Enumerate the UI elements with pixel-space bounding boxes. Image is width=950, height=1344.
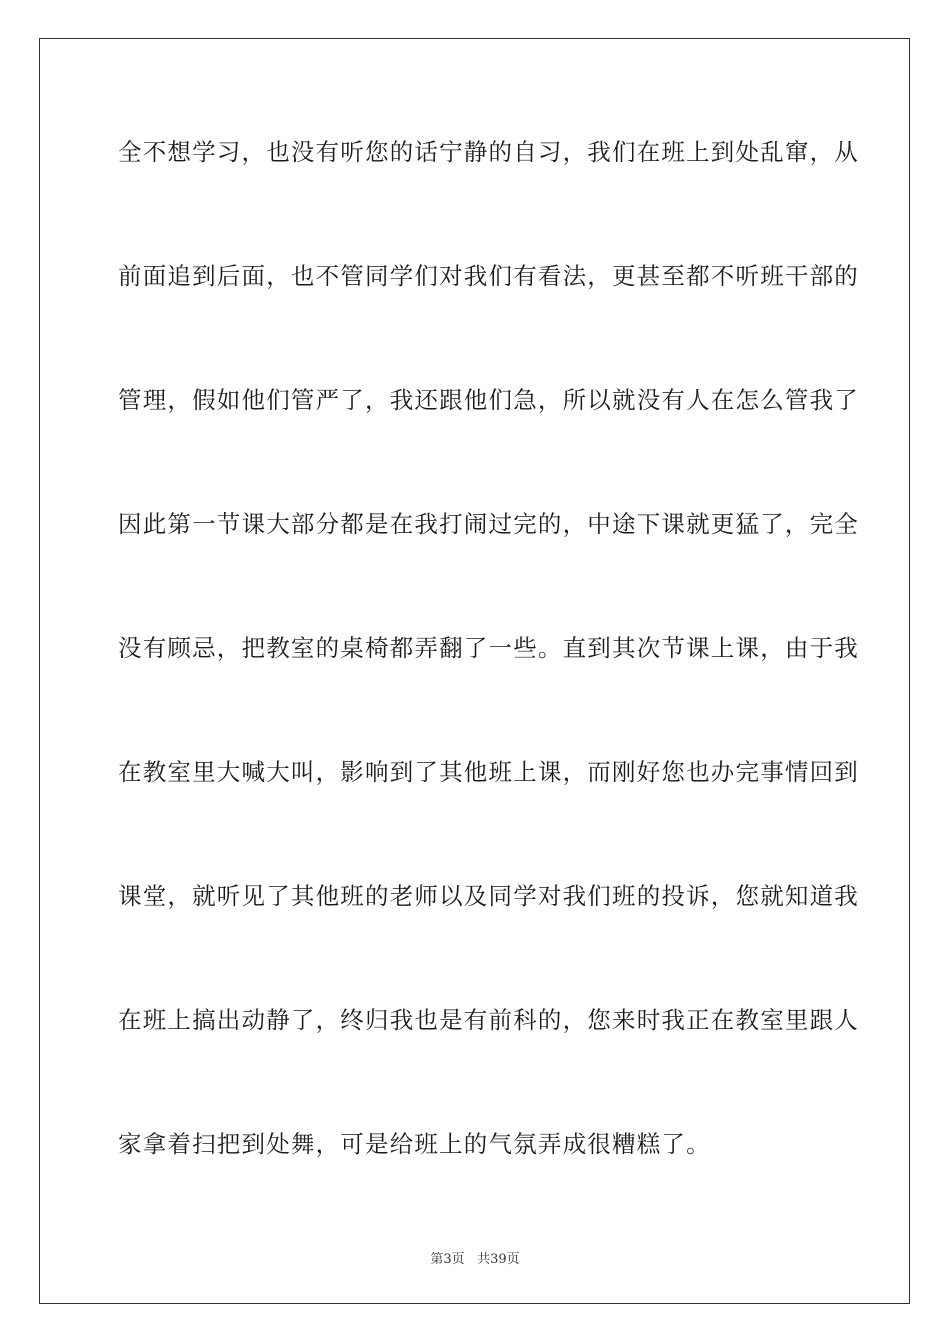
page-number: 第3页 <box>430 1252 465 1267</box>
text-line-8: 在班上搞出动静了，终归我也是有前科的，您来时我正在教室里跟人 <box>118 1006 859 1034</box>
text-line-4: 因此第一节课大部分都是在我打闹过完的，中途下课就更猛了，完全 <box>118 510 859 538</box>
text-line-6: 在教室里大喊大叫，影响到了其他班上课，而刚好您也办完事情回到 <box>118 758 859 786</box>
text-line-3: 管理，假如他们管严了，我还跟他们急，所以就没有人在怎么管我了 <box>118 386 859 414</box>
document-body <box>118 123 859 1239</box>
text-line-1: 全不想学习，也没有听您的话宁静的自习，我们在班上到处乱窜，从 <box>118 138 859 166</box>
page-total: 共39页 <box>477 1252 520 1267</box>
page-footer <box>0 1248 950 1267</box>
text-line-7: 课堂，就听见了其他班的老师以及同学对我们班的投诉，您就知道我 <box>118 882 859 910</box>
text-line-2: 前面追到后面，也不管同学们对我们有看法，更甚至都不听班干部的 <box>118 262 859 290</box>
text-line-9: 家拿着扫把到处舞，可是给班上的气氛弄成很糟糕了。 <box>118 1130 711 1158</box>
text-line-5: 没有顾忌，把教室的桌椅都弄翻了一些。直到其次节课上课，由于我 <box>118 634 859 662</box>
